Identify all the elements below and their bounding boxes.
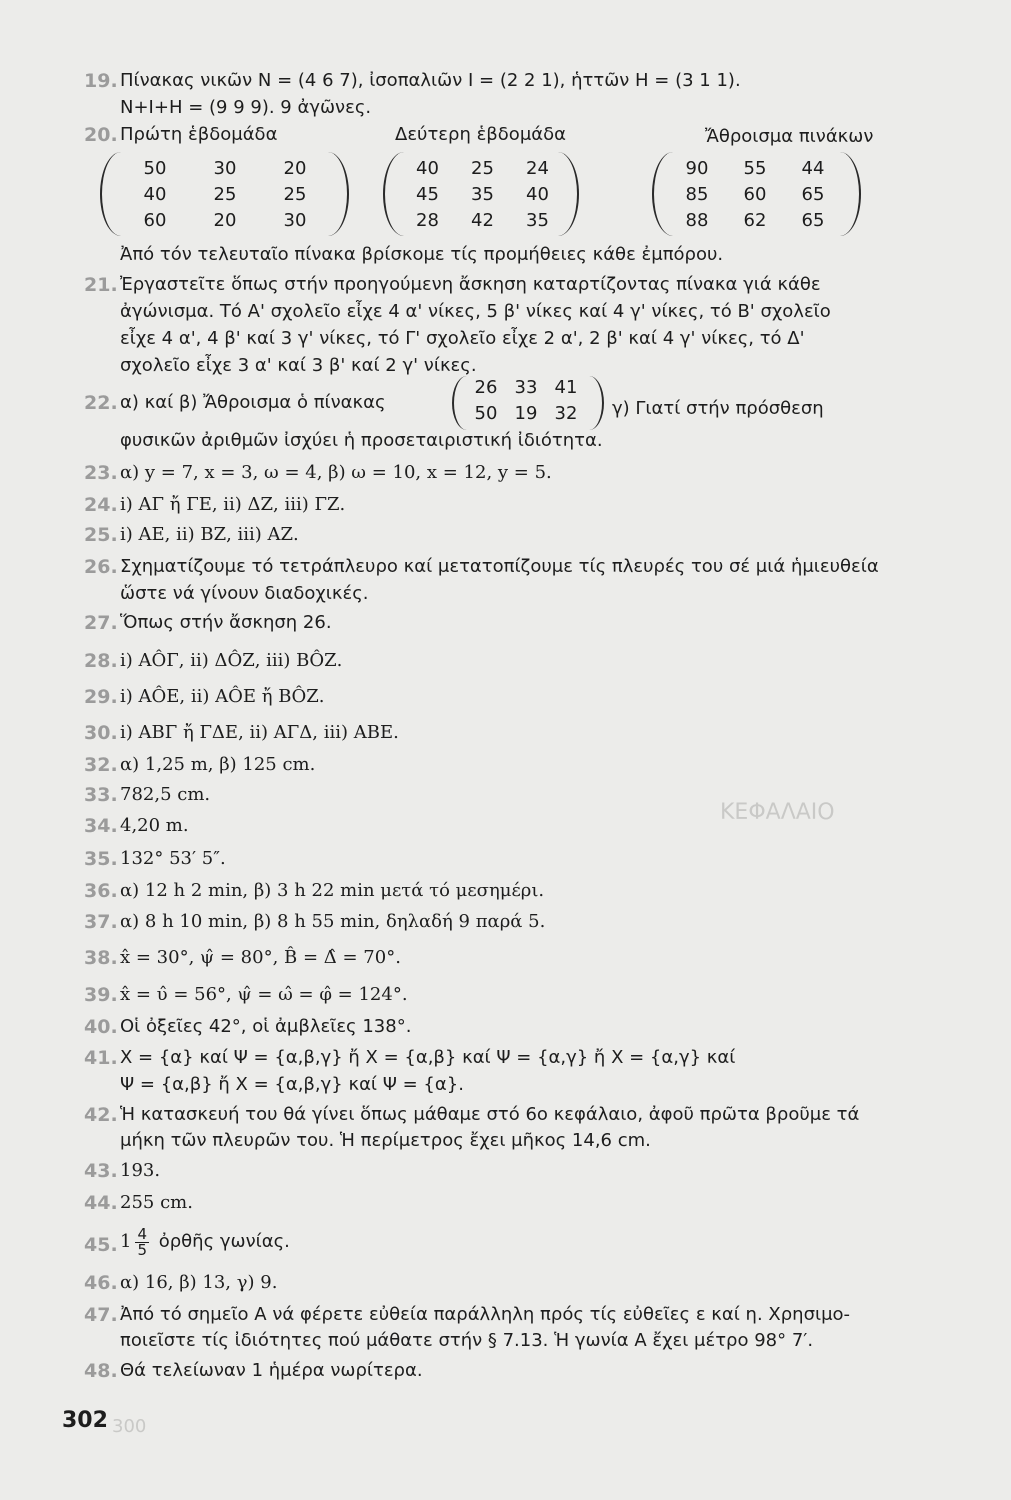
- answer-text: φυσικῶν ἀριθμῶν ἰσχύει ἡ προσεταιριστική ἰδιότητα.: [120, 430, 603, 451]
- matrix-row: [668, 156, 842, 182]
- answer-text: ἀγώνισμα. Τό Α' σχολεῖο εἶχε 4 α' νίκες, 5 β' νίκες καί 4 γ' νίκες, τό Β' σχολεῖο: [120, 301, 831, 322]
- matrix-cell: 24: [526, 158, 549, 179]
- matrix-row: [400, 208, 565, 234]
- answer-text: α) 1,25 m, β) 125 cm.: [120, 754, 316, 775]
- matrix-heading: Πρώτη ἑβδομάδα: [120, 124, 278, 145]
- answer-text: Ἐργαστεῖτε ὅπως στήν προηγούμενη ἄσκηση καταρτίζοντας πίνακα γιά κάθε: [120, 274, 821, 295]
- answer-text: γ) Γιατί στήν πρόσθεση: [612, 398, 824, 419]
- answer-number: 27.: [84, 612, 118, 634]
- answer-text: α) 16, β) 13, γ) 9.: [120, 1272, 278, 1293]
- answer-text-fraction: [120, 1222, 290, 1262]
- answer-text: x̂ = υ̂ = 56°, ψ̂ = ω̂ = φ̂ = 124°.: [120, 984, 408, 1005]
- matrix-cell: 20: [283, 158, 307, 179]
- fraction: [135, 1224, 149, 1259]
- answer-number: 21.: [84, 274, 118, 296]
- answer-text: i) ΑΒΓ ἤ ΓΔΕ, ii) ΑΓΔ, iii) ΑΒΕ.: [120, 722, 399, 743]
- answer-text: i) ΑΓ ἤ ΓΕ, ii) ΔΖ, iii) ΓΖ.: [120, 494, 346, 515]
- matrix-heading: Δεύτερη ἑβδομάδα: [395, 124, 567, 145]
- answer-text: Σχηματίζουμε τό τετράπλευρο καί μετατοπίζουμε τίς πλευρές του σέ μιά ἡμιευθεία: [120, 556, 879, 577]
- matrix-cell: 65: [801, 184, 825, 205]
- answer-number: 41.: [84, 1047, 118, 1069]
- answer-number: 30.: [84, 722, 118, 744]
- matrix-cell: 35: [526, 210, 549, 231]
- answer-text: Οἱ ὀξεῖες 42°, οἱ ἀμβλεῖες 138°.: [120, 1016, 412, 1037]
- matrix-cell: 55: [743, 158, 767, 179]
- matrix-row: [120, 156, 330, 182]
- answer-number: 37.: [84, 911, 118, 933]
- answer-number: 23.: [84, 462, 118, 484]
- answer-text: ποιεῖστε τίς ἰδιότητες πού μάθατε στήν § 7.13. Ἡ γωνία Α ἔχει μέτρο 98° 7′.: [120, 1330, 814, 1351]
- answer-number: 44.: [84, 1192, 118, 1214]
- matrix-cell: 62: [743, 210, 767, 231]
- matrix-cell: 40: [416, 158, 439, 179]
- matrix-cell: 25: [213, 184, 237, 205]
- matrix-row: [668, 182, 842, 208]
- ghost-page-number: 300: [112, 1416, 147, 1437]
- answer-text: i) ΑΕ, ii) ΒΖ, iii) ΑΖ.: [120, 524, 299, 545]
- matrix-sum: [668, 156, 842, 234]
- fraction-label: ὀρθῆς γωνίας.: [158, 1231, 290, 1252]
- answer-number: 19.: [84, 70, 118, 92]
- matrix-cell: 33: [514, 377, 538, 398]
- answer-text: Πίνακας νικῶν Ν = (4 6 7), ἰσοπαλιῶν Ι = (2 2 1), ἡττῶν Η = (3 1 1).: [120, 70, 741, 91]
- answer-text: μήκη τῶν πλευρῶν του. Ἡ περίμετρος ἔχει μῆκος 14,6 cm.: [120, 1130, 651, 1151]
- matrix-cell: 28: [416, 210, 439, 231]
- answer-number: 35.: [84, 848, 118, 870]
- matrix-heading: Ἄθροισμα πινάκων: [705, 126, 874, 147]
- answer-number: 28.: [84, 650, 118, 672]
- matrix-cell: 60: [143, 210, 167, 231]
- answer-text: Ψ = {α,β} ἤ Χ = {α,β,γ} καί Ψ = {α}.: [120, 1074, 464, 1095]
- answer-number: 39.: [84, 984, 118, 1006]
- answer-number: 46.: [84, 1272, 118, 1294]
- matrix-row: [120, 208, 330, 234]
- answer-text: Ὅπως στήν ἄσκηση 26.: [120, 612, 332, 633]
- fraction-whole: 1: [120, 1231, 132, 1252]
- answer-text: εἶχε 4 α', 4 β' καί 3 γ' νίκες, τό Γ' σχολεῖο εἶχε 2 α', 2 β' καί 4 γ' νίκες, τό Δ': [120, 328, 805, 349]
- matrix-cell: 20: [213, 210, 237, 231]
- ghost-chapter-heading: ΚΕΦΑΛΑΙΟ: [720, 800, 835, 825]
- answer-text: Ἡ κατασκευή του θά γίνει ὅπως μάθαμε στό 6ο κεφάλαιο, ἀφοῦ πρῶτα βροῦμε τά: [120, 1104, 860, 1125]
- matrix-cell: 50: [474, 403, 498, 424]
- matrix-cell: 30: [213, 158, 237, 179]
- answer-number: 26.: [84, 556, 118, 578]
- matrix-cell: 26: [474, 377, 498, 398]
- answer-text: i) ΑÔΓ, ii) ΔÔΖ, iii) ΒÔΖ.: [120, 650, 343, 671]
- matrix-cell: 25: [283, 184, 307, 205]
- answer-text: x̂ = 30°, ψ̂ = 80°, B̂ = Δ̂ = 70°.: [120, 947, 401, 968]
- answer-number: 29.: [84, 686, 118, 708]
- fraction-numerator: 4: [137, 1224, 147, 1243]
- answer-number: 43.: [84, 1160, 118, 1182]
- matrix-row: [400, 182, 565, 208]
- answer-number: 40.: [84, 1016, 118, 1038]
- matrix-first-week: [120, 156, 330, 234]
- answer-number: 42.: [84, 1104, 118, 1126]
- answer-text: α) 12 h 2 min, β) 3 h 22 min μετά τό μεσημέρι.: [120, 880, 545, 901]
- matrix-row: [668, 208, 842, 234]
- matrix-cell: 85: [685, 184, 709, 205]
- answer-text: α) καί β) Ἄθροισμα ὁ πίνακας: [120, 392, 386, 413]
- matrix-cell: 60: [743, 184, 767, 205]
- answer-text: N+I+H = (9 9 9). 9 ἀγῶνες.: [120, 97, 372, 118]
- matrix-cell: 19: [514, 403, 538, 424]
- fraction-denominator: 5: [137, 1240, 147, 1259]
- answer-text: 782,5 cm.: [120, 784, 211, 805]
- matrix-second-week: [400, 156, 565, 234]
- matrix-cell: 88: [685, 210, 709, 231]
- answer-number: 22.: [84, 392, 118, 414]
- matrix-cell: 90: [685, 158, 709, 179]
- matrix-row: [120, 182, 330, 208]
- matrix-cell: 50: [143, 158, 167, 179]
- answer-number: 25.: [84, 524, 118, 546]
- page-number: 302: [62, 1408, 108, 1433]
- matrix-cell: 40: [143, 184, 167, 205]
- matrix-cell: 30: [283, 210, 307, 231]
- answer-text: σχολεῖο εἶχε 3 α' καί 3 β' καί 2 γ' νίκες.: [120, 355, 477, 376]
- answer-number: 48.: [84, 1360, 118, 1382]
- matrix-cell: 65: [801, 210, 825, 231]
- answer-number: 36.: [84, 880, 118, 902]
- answer-text: ὥστε νά γίνουν διαδοχικές.: [120, 583, 369, 604]
- answer-number: 20.: [84, 124, 118, 146]
- answer-text: 132° 53′ 5″.: [120, 848, 226, 869]
- answer-text: 193.: [120, 1160, 161, 1181]
- matrix-cell: 44: [801, 158, 825, 179]
- matrix-cell: 42: [471, 210, 494, 231]
- answer-number: 45.: [84, 1234, 118, 1256]
- answer-text: α) 8 h 10 min, β) 8 h 55 min, δηλαδή 9 παρά 5.: [120, 911, 546, 932]
- matrix-cell: 35: [471, 184, 494, 205]
- answer-text: i) ΑÔΕ, ii) ΑÔΕ ἤ ΒÔΖ.: [120, 686, 325, 707]
- answer-text: 4,20 m.: [120, 815, 189, 836]
- matrix-cell: 25: [471, 158, 494, 179]
- answer-text: α) y = 7, x = 3, ω = 4, β) ω = 10, x = 12, y = 5.: [120, 462, 552, 483]
- answer-number: 34.: [84, 815, 118, 837]
- answer-text: Ἀπό τόν τελευταῖο πίνακα βρίσκομε τίς προμήθειες κάθε ἐμπόρου.: [120, 244, 724, 265]
- matrix-cell: 41: [554, 377, 578, 398]
- answer-number: 38.: [84, 947, 118, 969]
- matrix-row: [466, 401, 586, 427]
- answer-number: 32.: [84, 754, 118, 776]
- matrix-row: [400, 156, 565, 182]
- answer-text: Ἀπό τό σημεῖο Α νά φέρετε εὐθεία παράλληλη πρός τίς εὐθεῖες ε καί η. Χρησιμο-: [120, 1304, 851, 1325]
- matrix-sum-result: [466, 375, 586, 427]
- matrix-cell: 32: [554, 403, 578, 424]
- matrix-row: [466, 375, 586, 401]
- matrix-cell: 45: [416, 184, 439, 205]
- answer-text: Θά τελείωναν 1 ἡμέρα νωρίτερα.: [120, 1360, 423, 1381]
- answer-text: 255 cm.: [120, 1192, 193, 1213]
- answer-number: 24.: [84, 494, 118, 516]
- answer-number: 47.: [84, 1304, 118, 1326]
- matrix-cell: 40: [526, 184, 549, 205]
- answer-text: Χ = {α} καί Ψ = {α,β,γ} ἤ Χ = {α,β} καί Ψ = {α,γ} ἤ Χ = {α,γ} καί: [120, 1047, 736, 1068]
- answer-number: 33.: [84, 784, 118, 806]
